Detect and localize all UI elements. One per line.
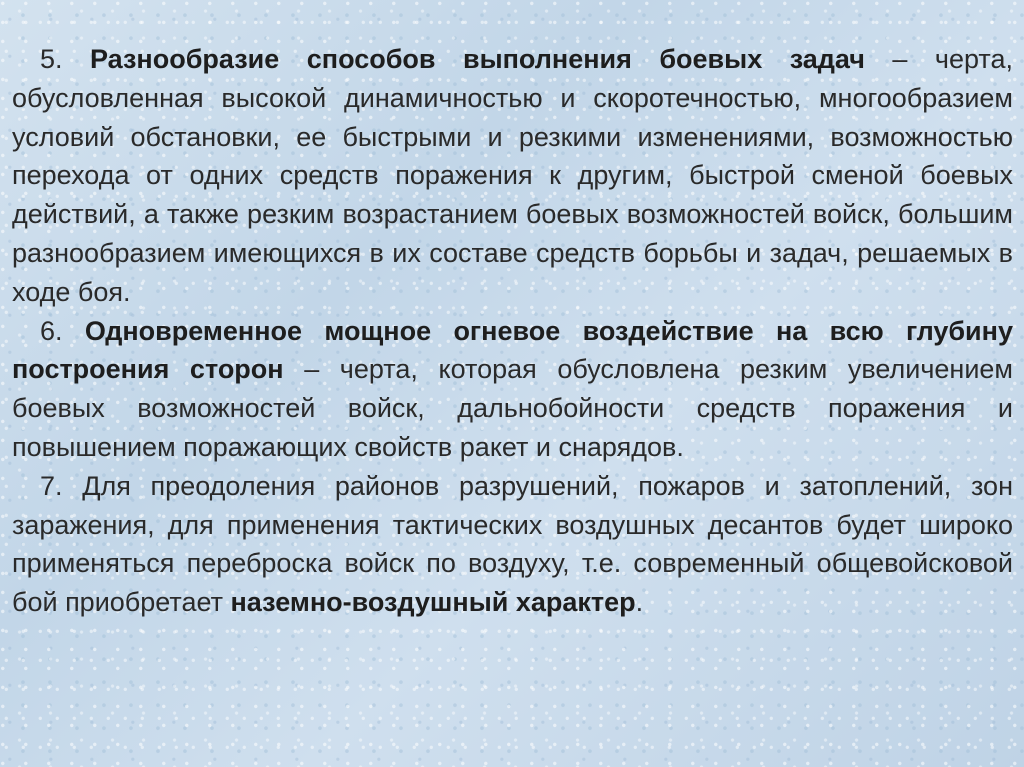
paragraph-6-bold-lead: Одновременное мощное огневое воздействие на всю глубину построения сторон xyxy=(12,315,1013,385)
paragraph-6 xyxy=(12,312,1013,467)
paragraph-7-bold-tail: наземно-воздушный характер xyxy=(230,587,636,618)
paragraph-7-number: 7. xyxy=(40,470,63,501)
paragraph-5 xyxy=(12,40,1013,312)
paragraph-7 xyxy=(12,467,1013,622)
paragraph-7-end: . xyxy=(635,587,644,618)
slide-content xyxy=(12,40,1013,740)
paragraph-5-text: – черта, обусловленная высокой динамичностью и скоротечностью, многообразием условий обстановки, ее быстрыми и резкими изменениями, возможностью перехода от одних средств поражения к другим, быстрой сменой боевых действий, а также резким возрастанием боевых возможностей войск, большим разнообразием имеющихся в их составе средств борьбы и задач, решаемых в ходе боя. xyxy=(12,44,1013,307)
paragraph-6-text: – черта, которая обусловлена резким увеличением боевых возможностей войск, дальнобойности средств поражения и повышением поражающих свойств ракет и снарядов. xyxy=(12,354,1013,462)
paragraph-6-number: 6. xyxy=(40,315,63,346)
paragraph-7-text: Для преодоления районов разрушений, пожаров и затоплений, зон заражения, для применения тактических воздушных десантов будет широко применяться переброска войск по воздуху, т.е. современный общевойсковой бой приобретает xyxy=(12,470,1013,618)
paragraph-5-bold-lead: Разнообразие способов выполнения боевых задач xyxy=(90,44,865,74)
paragraph-5-number: 5. xyxy=(40,44,63,74)
